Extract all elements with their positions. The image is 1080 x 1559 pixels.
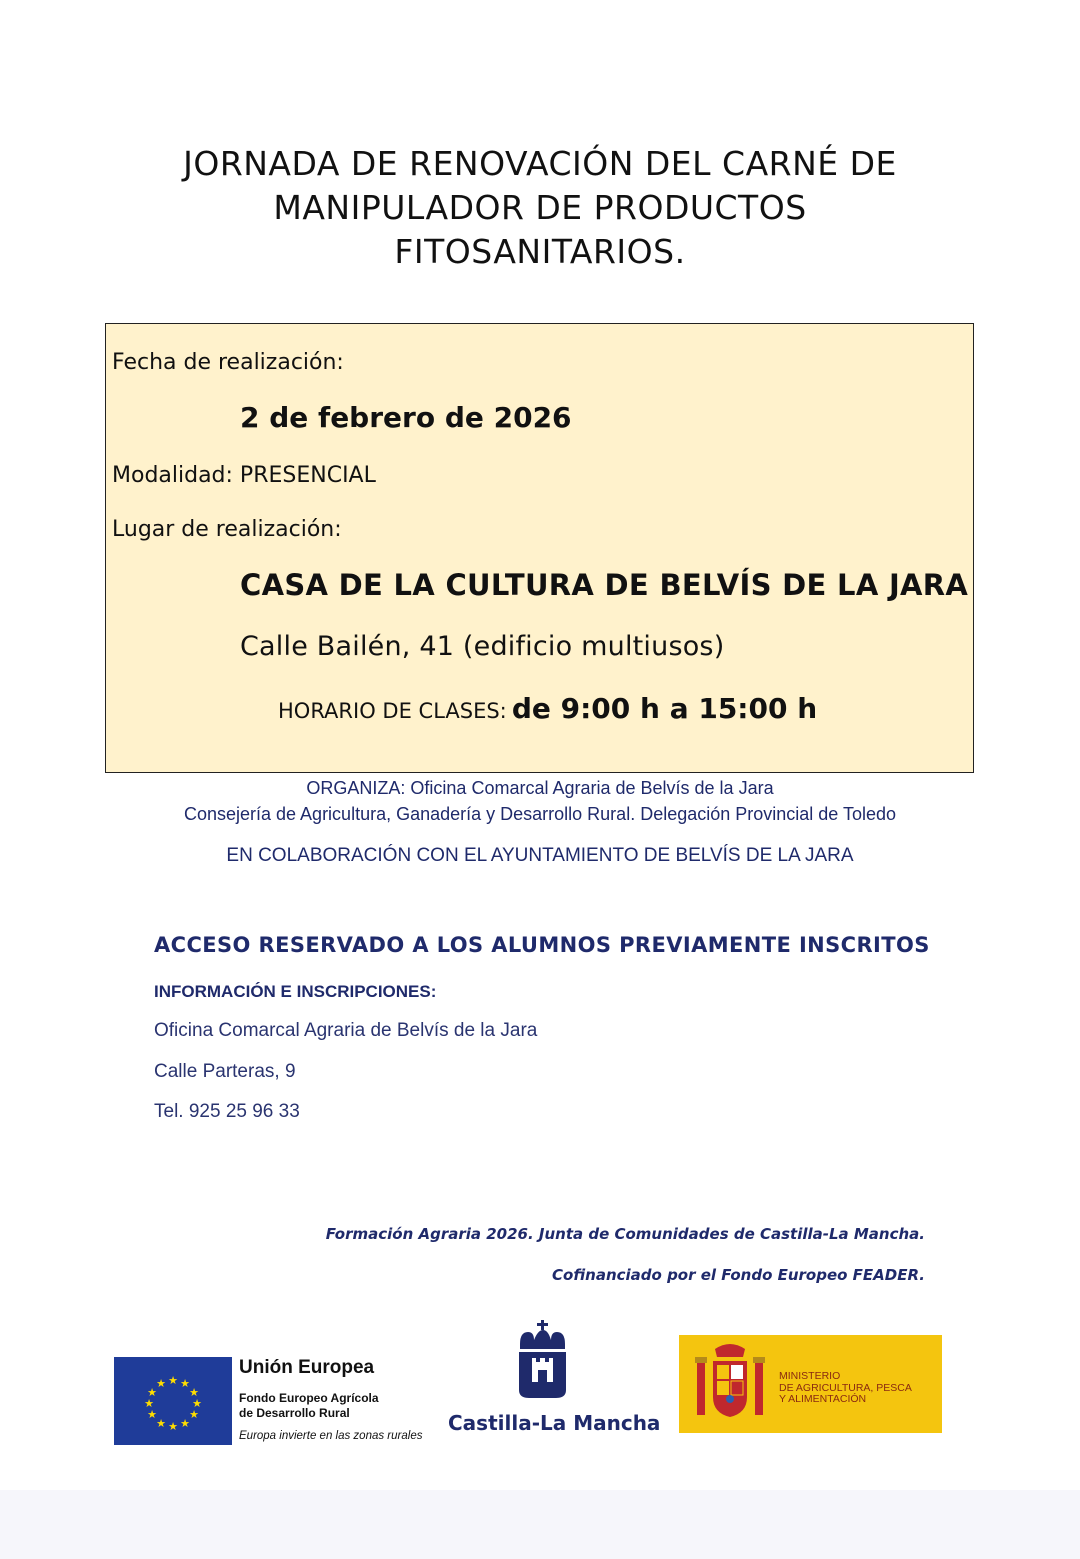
ministry-line-1: MINISTERIO [779,1370,841,1382]
svg-text:★: ★ [156,1417,166,1430]
bottom-band [0,1490,1080,1559]
svg-text:★: ★ [192,1397,202,1410]
eu-motto: Europa invierte en las zonas rurales [239,1430,423,1442]
svg-text:★: ★ [168,1374,178,1387]
title-line-3: FITOSANITARIOS. [394,232,686,271]
contact-heading: INFORMACIÓN E INSCRIPCIONES: [154,982,437,1001]
crown-castle-icon [448,1318,638,1408]
contact-phone: Tel. 925 25 96 33 [154,1101,300,1122]
contact-street: Calle Parteras, 9 [154,1061,296,1082]
date-label: Fecha de realización: [112,350,344,375]
svg-text:★: ★ [180,1417,190,1430]
ministry-name [779,1371,912,1406]
venue-name: CASA DE LA CULTURA DE BELVÍS DE LA JARA [240,568,969,602]
flyer-title [140,142,940,274]
eu-fund-line-1: Fondo Europeo Agrícola [239,1391,379,1405]
svg-text:★: ★ [180,1377,190,1390]
svg-text:★: ★ [189,1386,199,1399]
ministry-logo [679,1335,942,1433]
eu-fund-name [239,1391,379,1421]
eu-title: Unión Europea [239,1357,375,1378]
access-notice: ACCESO RESERVADO A LOS ALUMNOS PREVIAMENTE INSCRITOS [154,933,930,957]
collaboration-line: EN COLABORACIÓN CON EL AYUNTAMIENTO DE BELVÍS DE LA JARA [226,845,854,866]
title-line-2: MANIPULADOR DE PRODUCTOS [273,188,807,227]
svg-text:★: ★ [147,1386,157,1399]
department-line: Consejería de Agricultura, Ganadería y Desarrollo Rural. Delegación Provincial de Toledo [183,804,897,824]
title-line-1: JORNADA DE RENOVACIÓN DEL CARNÉ DE [183,144,897,183]
spain-coat-of-arms-icon [693,1335,783,1433]
ministry-line-3: Y ALIMENTACIÓN [779,1393,867,1405]
event-info-box [105,323,974,773]
contact-office: Oficina Comarcal Agraria de Belvís de la Jara [154,1020,538,1041]
venue-address: Calle Bailén, 41 (edificio multiusos) [240,631,725,662]
ministry-line-2: DE AGRICULTURA, PESCA [779,1381,912,1394]
credit-line-1: Formación Agraria 2026. Junta de Comunidades de Castilla-La Mancha. [325,1225,925,1243]
eu-fund-line-2: de Desarrollo Rural [239,1406,350,1420]
schedule-value: de 9:00 h a 15:00 h [511,692,818,725]
svg-text:★: ★ [144,1397,154,1410]
place-label: Lugar de realización: [112,517,342,542]
svg-text:★: ★ [189,1408,199,1421]
schedule-label: HORARIO DE CLASES: [278,699,507,723]
date-value: 2 de febrero de 2026 [240,401,572,434]
clm-name: Castilla-La Mancha [448,1411,661,1435]
organizer-line: ORGANIZA: Oficina Comarcal Agraria de Belvís de la Jara [306,778,774,798]
schedule-row [278,692,817,725]
eu-flag-icon [114,1357,232,1445]
svg-text:★: ★ [156,1377,166,1390]
eu-logo [114,1357,434,1447]
castilla-la-mancha-logo [448,1318,661,1443]
svg-text:★: ★ [147,1408,157,1421]
credit-line-2: Cofinanciado por el Fondo Europeo FEADER. [552,1266,925,1284]
svg-text:★: ★ [168,1420,178,1433]
modality-text: Modalidad: PRESENCIAL [112,463,376,488]
